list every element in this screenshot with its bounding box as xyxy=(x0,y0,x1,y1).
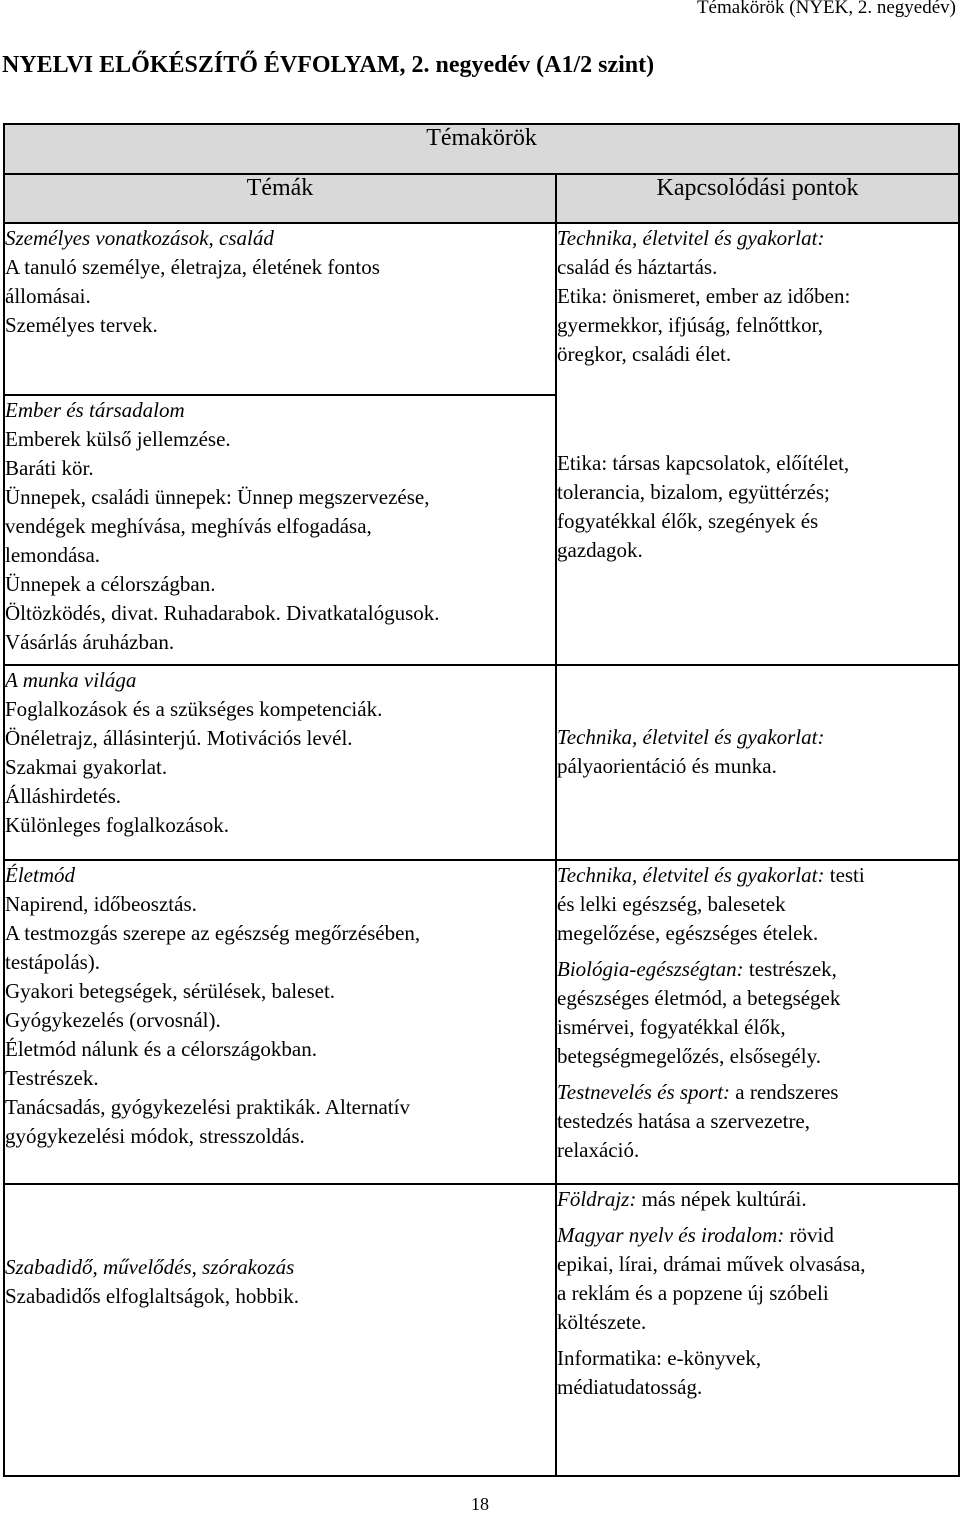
topic-heading: Szabadidő, művelődés, szórakozás xyxy=(5,1255,295,1279)
link-block xyxy=(557,861,958,948)
link-line: epikai, lírai, drámai művek olvasása, xyxy=(557,1252,866,1276)
link-line: egészséges életmód, a betegségek xyxy=(557,986,841,1010)
topic-line: Önéletrajz, állásinterjú. Motivációs levél. xyxy=(5,726,353,750)
link-line: gazdagok. xyxy=(557,538,643,562)
link-block xyxy=(557,955,958,1071)
table-row xyxy=(4,665,959,860)
column-header-links: Kapcsolódási pontok xyxy=(556,174,959,223)
topic-line: Emberek külső jellemzése. xyxy=(5,427,231,451)
link-line: betegségmegelőzés, elsősegély. xyxy=(557,1044,821,1068)
link-subject: Testnevelés és sport: xyxy=(557,1080,731,1104)
link-line: gyermekkor, ifjúság, felnőttkor, xyxy=(557,313,823,337)
link-line: társas kapcsolatok, előítélet, xyxy=(612,451,850,475)
link-subject: Etika: xyxy=(557,451,608,475)
topic-line: Személyes tervek. xyxy=(5,313,158,337)
topic-line: A testmozgás szerepe az egészség megőrzésében, xyxy=(5,921,421,945)
link-line: önismeret, ember az időben: xyxy=(612,284,851,308)
links-cell xyxy=(556,1184,959,1476)
link-line: ismérvei, fogyatékkal élők, xyxy=(557,1015,786,1039)
link-line: relaxáció. xyxy=(557,1138,640,1162)
topic-line: állomásai. xyxy=(5,284,91,308)
link-line: öregkor, családi élet. xyxy=(557,342,732,366)
topic-line: Különleges foglalkozások. xyxy=(5,813,229,837)
topic-line: Baráti kör. xyxy=(5,456,94,480)
page-title: NYELVI ELŐKÉSZÍTŐ ÉVFOLYAM, 2. negyedév (A1/2 szint) xyxy=(2,52,655,78)
topic-line: Álláshirdetés. xyxy=(5,784,122,808)
link-subject: Informatika: xyxy=(557,1346,662,1370)
column-header-topics: Témák xyxy=(4,174,556,223)
link-block xyxy=(557,723,958,781)
link-subject: Technika, életvitel és gyakorlat: xyxy=(557,863,825,887)
topic-line: lemondása. xyxy=(5,543,101,567)
page-number: 18 xyxy=(471,1494,489,1514)
topic-line: Életmód nálunk és a célországokban. xyxy=(5,1037,317,1061)
table-row xyxy=(4,223,959,395)
links-cell xyxy=(556,860,959,1184)
link-block xyxy=(557,1185,958,1214)
topic-cell xyxy=(4,1184,556,1476)
topic-cell xyxy=(4,395,556,665)
running-header: Témakörök (NYEK, 2. negyedév) xyxy=(696,0,956,18)
link-line: a reklám és a popzene új szóbeli xyxy=(557,1281,829,1305)
topic-heading: A munka világa xyxy=(5,668,137,692)
topic-line: testápolás). xyxy=(5,950,101,974)
topic-line: Szabadidős elfoglaltságok, hobbik. xyxy=(5,1284,299,1308)
topic-heading: Életmód xyxy=(5,863,75,887)
link-subject: Etika: xyxy=(557,284,608,308)
link-line: rövid xyxy=(789,1223,834,1247)
topic-line: Öltözködés, divat. Ruhadarabok. Divatkatalógusok. xyxy=(5,601,440,625)
topic-line: Ünnepek, családi ünnepek: Ünnep megszervezése, xyxy=(5,485,430,509)
topic-line: Szakmai gyakorlat. xyxy=(5,755,168,779)
link-subject: Technika, életvitel és gyakorlat: xyxy=(557,226,825,250)
topic-line: vendégek meghívása, meghívás elfogadása, xyxy=(5,514,372,538)
topic-cell xyxy=(4,860,556,1184)
link-subject: Magyar nyelv és irodalom: xyxy=(557,1223,785,1247)
table-row xyxy=(4,860,959,1184)
link-line: és lelki egészség, balesetek xyxy=(557,892,786,916)
link-line: testi xyxy=(829,863,865,887)
topic-line: Foglalkozások és a szükséges kompetenciák. xyxy=(5,697,383,721)
link-block xyxy=(557,1221,958,1337)
table-caption: Témakörök xyxy=(4,124,959,174)
topic-heading: Személyes vonatkozások, család xyxy=(5,226,274,250)
topic-line: Ünnepek a célországban. xyxy=(5,572,216,596)
topic-heading: Ember és társadalom xyxy=(5,398,185,422)
links-cell xyxy=(556,223,959,665)
link-line: tolerancia, bizalom, együttérzés; xyxy=(557,480,830,504)
link-subject: Technika, életvitel és gyakorlat: xyxy=(557,725,825,749)
link-line: költészete. xyxy=(557,1310,647,1334)
link-subject: Biológia-egészségtan: xyxy=(557,957,744,981)
link-line: fogyatékkal élők, szegények és xyxy=(557,509,819,533)
link-line: e-könyvek, xyxy=(667,1346,762,1370)
topic-cell xyxy=(4,223,556,395)
link-block xyxy=(557,1344,958,1402)
link-line: megelőzése, egészséges ételek. xyxy=(557,921,819,945)
link-line: testedzés hatása a szervezetre, xyxy=(557,1109,811,1133)
topic-line: Tanácsadás, gyógykezelési praktikák. Alternatív xyxy=(5,1095,410,1119)
topic-line: Testrészek. xyxy=(5,1066,99,1090)
link-line: család és háztartás. xyxy=(557,255,718,279)
topic-cell xyxy=(4,665,556,860)
link-line: médiatudatosság. xyxy=(557,1375,703,1399)
link-line: testrészek, xyxy=(748,957,837,981)
topic-line: Gyakori betegségek, sérülések, baleset. xyxy=(5,979,336,1003)
link-line: a rendszeres xyxy=(735,1080,839,1104)
topics-table xyxy=(3,123,960,1477)
topic-line: gyógykezelési módok, stresszoldás. xyxy=(5,1124,305,1148)
link-subject: Földrajz: xyxy=(557,1187,637,1211)
topic-line: Gyógykezelés (orvosnál). xyxy=(5,1008,221,1032)
link-block xyxy=(557,449,958,565)
link-line: más népek kultúrái. xyxy=(641,1187,807,1211)
topic-line: Vásárlás áruházban. xyxy=(5,630,175,654)
link-block xyxy=(557,1078,958,1165)
topic-line: A tanuló személye, életrajza, életének fontos xyxy=(5,255,380,279)
link-block xyxy=(557,224,958,282)
link-block xyxy=(557,282,958,369)
link-line: pályaorientáció és munka. xyxy=(557,754,777,778)
topic-line: Napirend, időbeosztás. xyxy=(5,892,197,916)
table-row xyxy=(4,1184,959,1476)
links-cell xyxy=(556,665,959,860)
